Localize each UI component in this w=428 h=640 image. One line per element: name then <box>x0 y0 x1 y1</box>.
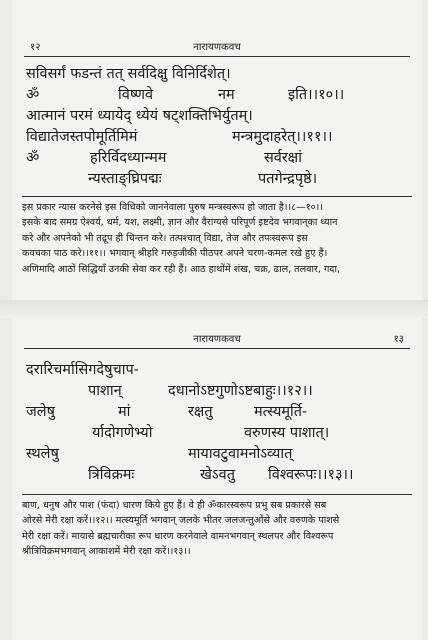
verse-block <box>22 64 412 190</box>
divider <box>22 196 412 197</box>
header-title: नारायणकवच <box>193 334 241 345</box>
translation-text: बाण, धनुष और पाश (फंदा) धारण किये हुए हैं। वे ही ॐकारस्वरूप प्रभु सब प्रकारसे सब ओरसे मेरी रक्षा करें।।१२।। मत्स्यमूर्ति भगवान् जलके भीतर जलजन्तुओंसे और वरुणके पाशसे मेरी रक्षा करें। मायासे ब्रह्मचारीका रूप धारण करनेवाले वामनभगवान् स्थलपर और विश्वरूप श्रीत्रिविक्रमभगवान् आकाशमें मेरी रक्षा करें।।१३।। <box>22 500 340 558</box>
page-number: १३ <box>393 334 404 345</box>
verse-line: र्यादोगणेभ्यो वरुणस्य पाशात्। <box>92 425 330 441</box>
verse-line: पाशान् दधानोऽष्टगुणोऽष्टबाहुः।।१२।। <box>88 383 313 399</box>
verse-line: ॐ विष्णवे नम इति।।१०।। <box>26 87 345 103</box>
header-title: नारायणकवच <box>193 42 241 53</box>
verse-block <box>22 360 412 486</box>
page-gap <box>0 300 428 318</box>
verse-line: स्थलेषु मायावटुवामनोऽव्यात् <box>26 446 293 462</box>
page-header <box>24 40 410 57</box>
divider <box>22 494 412 495</box>
page-number: १२ <box>30 42 41 53</box>
verse-line: आत्मानं परमं ध्यायेद् ध्येयं षट्शक्तिभिर्युतम्। <box>26 108 253 124</box>
verse-line: सविसर्गं फडन्तं तत् सर्वदिक्षु विनिर्दिशेत्। <box>26 66 231 82</box>
verse-line: न्यस्ताङ्घ्रिपद्मः पतगेन्द्रपृष्ठे। <box>88 171 318 187</box>
verse-line: विद्यातेजस्तपोमूर्तिमिमं मन्त्रमुदाहरेत्।।११।। <box>26 129 333 145</box>
verse-line: दरारिचर्मासिगदेषुचाप- <box>26 362 139 378</box>
verse-line: त्रिविक्रमः खेऽवतु विश्वरूपः।।१३।। <box>88 467 354 483</box>
translation-text: इस प्रकार न्यास करनेसे इस विधिको जाननेवाला पुरुष मन्त्रस्वरूप हो जाता है।।८—१०।। इसके बाद समग्र ऐश्वर्य, धर्म, यश, लक्ष्मी, ज्ञान और वैराग्यसे परिपूर्ण इष्टदेव भगवान्‌का ध्यान करे और अपनेको भी तद्रूप ही चिन्तन करे। तत्पश्चात् विद्या, तेज और तपःस्वरूप इस कवचका पाठ करे।।११।। भगवान् श्रीहरि गरुड़जीकी पीठपर अपने चरण-कमल रखे हुए हैं। अणिमादि आठों सिद्धियाँ उनकी सेवा कर रही हैं। आठ हाथोंमें शंख, चक्र, ढाल, तलवार, गदा, <box>22 202 341 275</box>
page-13 <box>12 318 422 640</box>
page-header <box>24 332 410 349</box>
verse-line: जलेषु मां रक्षतु मत्स्यमूर्ति- <box>26 404 307 420</box>
verse-line: ॐ हरिर्विदध्यान्मम सर्वरक्षां <box>26 150 302 166</box>
page-12 <box>12 0 422 300</box>
